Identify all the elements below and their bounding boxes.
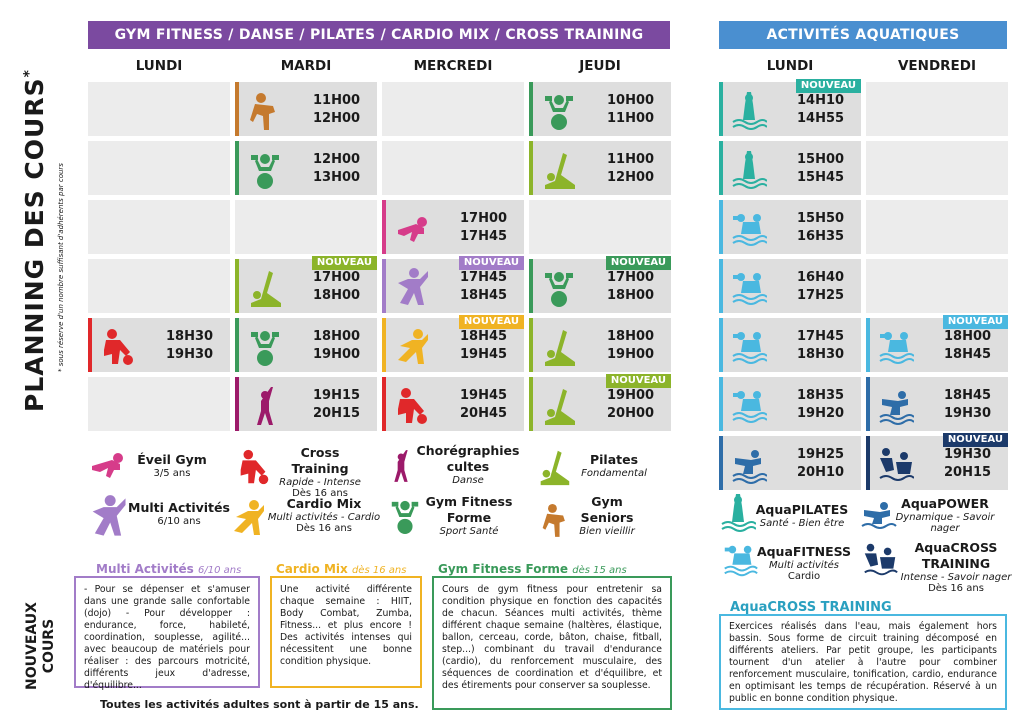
- multi-activites-icon: [88, 494, 128, 540]
- nouveau-badge: NOUVEAU: [796, 79, 861, 93]
- cardio-mix-icon: [230, 496, 266, 540]
- legend-aquacross: AquaCROSS TRAINING Intense - Savoir nager Dès 16 ans: [900, 540, 1012, 594]
- cell-empty: [382, 82, 524, 136]
- pilates-icon: [541, 385, 577, 427]
- nouveau-badge: NOUVEAU: [606, 256, 671, 270]
- cell-empty: [866, 82, 1008, 136]
- multi-box-title: Multi Activités 6/10 ans: [96, 562, 242, 576]
- gff-box-title: Gym Fitness Forme dès 15 ans: [438, 562, 627, 576]
- cell-empty: [88, 377, 230, 431]
- legend-pilates: Pilates Fondamental: [581, 452, 647, 479]
- footer-note: Toutes les activités adultes sont à partir de 15 ans.: [100, 698, 419, 711]
- gym-fitness-forme-icon: [247, 149, 283, 191]
- cell-empty: [866, 141, 1008, 195]
- slot-mardi-5[interactable]: 18H00 19H00: [235, 318, 377, 372]
- slot-aqua-lundi-1[interactable]: 14H10 14H55 NOUVEAU: [719, 82, 861, 136]
- slot-jeudi-4[interactable]: 17H00 18H00 NOUVEAU: [529, 259, 671, 313]
- slot-mercredi-3[interactable]: 17H00 17H45: [382, 200, 524, 254]
- nouveau-badge: NOUVEAU: [312, 256, 377, 270]
- aquacross-box-title: AquaCROSS TRAINING: [730, 600, 892, 615]
- cell-empty: [866, 259, 1008, 313]
- cell-empty: [382, 141, 524, 195]
- nouveau-badge: NOUVEAU: [459, 315, 524, 329]
- nouveau-badge: NOUVEAU: [943, 433, 1008, 447]
- legend-seniors: Gym Seniors Bien vieillir: [579, 494, 635, 537]
- multi-activites-icon: [394, 267, 430, 309]
- legend-aquapilates: AquaPILATES Santé - Bien être: [755, 502, 849, 529]
- cell-empty: [529, 200, 671, 254]
- day-lundi: LUNDI: [135, 58, 183, 74]
- aquafitness-icon: [731, 267, 767, 309]
- cross-training-icon: [236, 447, 272, 487]
- slot-mercredi-5[interactable]: 18H45 19H45 NOUVEAU: [382, 318, 524, 372]
- aquapilates-icon: [720, 492, 756, 534]
- aquafitness-icon: [878, 326, 914, 368]
- header-aqua: ACTIVITÉS AQUATIQUES: [719, 21, 1007, 49]
- legend-cross: Cross Training Rapide - Intense Dès 16 ans: [279, 445, 361, 499]
- slot-mardi-6[interactable]: 19H15 20H15: [235, 377, 377, 431]
- multi-box: - Pour se dépenser et s'amuser dans une grande salle confortable (dojo) - Pour développer : endurance, force, habileté, coordination, souplesse, agilité... avec beaucoup de matériels pour réaliser : des parcours motricité, différents jeux d'adresse, d'équilibre...: [74, 576, 260, 688]
- aquapilates-icon: [731, 149, 767, 191]
- pilates-icon: [536, 447, 572, 487]
- slot-mardi-2[interactable]: 12H00 13H00: [235, 141, 377, 195]
- gym-fitness-forme-icon: [541, 267, 577, 309]
- legend-choreo: Chorégraphies cultes Danse: [416, 443, 520, 486]
- pilates-icon: [541, 326, 577, 368]
- day-mercredi: MERCREDI: [413, 58, 493, 74]
- day-jeudi: JEUDI: [579, 58, 621, 74]
- slot-aqua-lundi-4[interactable]: 16H40 17H25: [719, 259, 861, 313]
- seniors-icon: [540, 500, 572, 540]
- slot-mardi-1[interactable]: 11H00 12H00: [235, 82, 377, 136]
- legend-aquafitness: AquaFITNESS Multi activités Cardio: [756, 544, 852, 582]
- slot-lundi-5[interactable]: 18H30 19H30: [88, 318, 230, 372]
- slot-mercredi-4[interactable]: 17H45 18H45 NOUVEAU: [382, 259, 524, 313]
- cell-empty: [88, 259, 230, 313]
- day-aqua-vendredi: VENDREDI: [897, 58, 977, 74]
- aquafitness-icon: [731, 208, 767, 250]
- choregraphies-icon: [247, 385, 283, 427]
- aquapower-icon: [878, 385, 914, 427]
- legend-multi: Multi Activités 6/10 ans: [128, 500, 230, 527]
- aquapower-icon: [731, 444, 767, 486]
- legend-aquapower: AquaPOWER Dynamique - Savoir nager: [895, 496, 995, 534]
- legend-eveil: Éveil Gym 3/5 ans: [137, 452, 207, 479]
- cross-training-icon: [100, 326, 136, 368]
- slot-aqua-lundi-7[interactable]: 19H25 20H10: [719, 436, 861, 490]
- slot-aqua-lundi-6[interactable]: 18H35 19H20: [719, 377, 861, 431]
- aquacross-box: Exercices réalisés dans l'eau, mais également hors bassin. Sous forme de circuit training décomposé en différents ateliers. Par petit groupe, les participants tournent d'un atelier à l'autre pour combiner renforcement musculaire, tonification, cardio, endurance en optimisant les temps de récupération. Réservé à un public en bonne condition physique.: [719, 614, 1007, 710]
- aquacross-icon: [878, 444, 914, 486]
- header-gym: GYM FITNESS / DANSE / PILATES / CARDIO MIX / CROSS TRAINING: [88, 21, 670, 49]
- slot-jeudi-5[interactable]: 18H00 19H00: [529, 318, 671, 372]
- nouveaux-cours-label: NOUVEAUX COURS: [24, 602, 57, 690]
- slot-aqua-vendredi-6[interactable]: 18H45 19H30: [866, 377, 1008, 431]
- aquacross-icon: [856, 540, 904, 580]
- cell-empty: [88, 82, 230, 136]
- nouveau-badge: NOUVEAU: [606, 374, 671, 388]
- cross-training-icon: [394, 385, 430, 427]
- eveil-gym-icon: [88, 450, 128, 480]
- aquapilates-icon: [731, 90, 767, 132]
- slot-jeudi-1[interactable]: 10H00 11H00: [529, 82, 671, 136]
- seniors-icon: [247, 90, 283, 132]
- cell-empty: [88, 141, 230, 195]
- cardio-mix-icon: [394, 326, 430, 368]
- choregraphies-icon: [386, 443, 416, 489]
- cell-empty: [88, 200, 230, 254]
- eveil-gym-icon: [394, 208, 430, 250]
- cardio-box-title: Cardio Mix dès 16 ans: [276, 562, 407, 576]
- gym-fitness-forme-icon: [541, 90, 577, 132]
- legend-cardio: Cardio Mix Multi activités - Cardio Dès 16 ans: [267, 496, 381, 534]
- nouveau-badge: NOUVEAU: [943, 315, 1008, 329]
- cardio-box: Une activité différente chaque semaine : HIIT, Body Combat, Zumba, Fitness... et plus encore ! Des activités intenses qui nécessitent une bonne condition physique.: [270, 576, 422, 688]
- legend-gff: Gym Fitness Forme Sport Santé: [425, 494, 513, 537]
- slot-aqua-lundi-2[interactable]: 15H00 15H45: [719, 141, 861, 195]
- nouveau-badge: NOUVEAU: [459, 256, 524, 270]
- day-aqua-lundi: LUNDI: [766, 58, 814, 74]
- slot-aqua-lundi-3[interactable]: 15H50 16H35: [719, 200, 861, 254]
- aquafitness-icon: [731, 326, 767, 368]
- cell-empty: [866, 200, 1008, 254]
- slot-jeudi-6[interactable]: 19H00 20H00 NOUVEAU: [529, 377, 671, 431]
- slot-mardi-4[interactable]: 17H00 18H00 NOUVEAU: [235, 259, 377, 313]
- footnote: * sous réserve d'un nombre suffisant d'adhérents par cours: [57, 163, 65, 372]
- slot-jeudi-2[interactable]: 11H00 12H00: [529, 141, 671, 195]
- slot-aqua-vendredi-7[interactable]: 19H30 20H15 NOUVEAU: [866, 436, 1008, 490]
- pilates-icon: [247, 267, 283, 309]
- pilates-icon: [541, 149, 577, 191]
- gym-fitness-forme-icon: [247, 326, 283, 368]
- gff-box: Cours de gym fitness pour entretenir sa condition physique en fonction des capacités de chacun. Séances multi activités, thème différent chaque semaine (haltères, élastique, ballon, cerceau, corde, bâton, chaise, fitball, step...) combinant du travail d'endurance (cardio), du renforcement musculaire, des séquences de coordination et d'équilibre, et des étirements pour conserver sa souplesse.: [432, 576, 672, 710]
- page-title: PLANNING DES COURS*: [20, 69, 49, 412]
- gym-fitness-forme-icon: [388, 494, 422, 538]
- day-mardi: MARDI: [280, 58, 332, 74]
- aquafitness-icon: [731, 385, 767, 427]
- slot-aqua-vendredi-5[interactable]: 18H00 18H45 NOUVEAU: [866, 318, 1008, 372]
- cell-empty: [235, 200, 377, 254]
- slot-mercredi-6[interactable]: 19H45 20H45: [382, 377, 524, 431]
- slot-aqua-lundi-5[interactable]: 17H45 18H30: [719, 318, 861, 372]
